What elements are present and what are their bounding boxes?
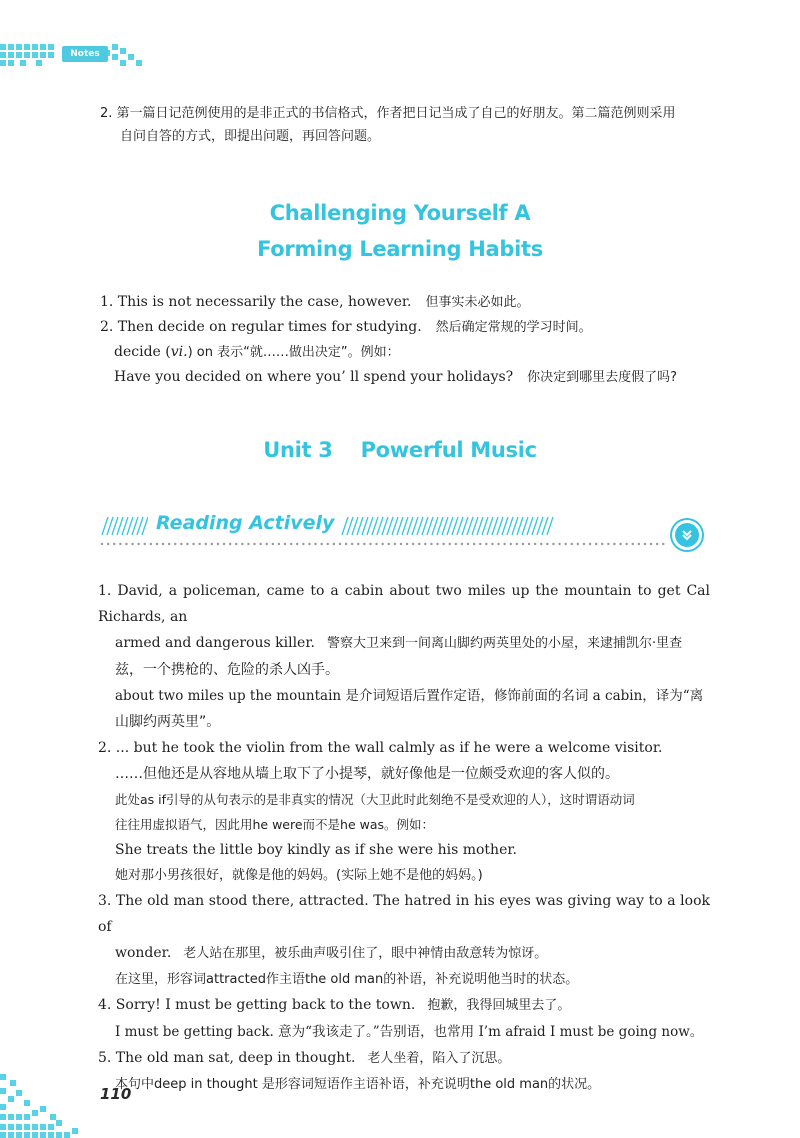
note-2-line-5: She treats the little boy kindly as if she were his mother. (115, 842, 517, 858)
reading-actively-bar (100, 510, 700, 558)
reading-notes (98, 578, 710, 1097)
note-1-line-2-zh: 警察大卫来到一间离山脚约两英里处的小屋，来逮捕凯尔·里查 (326, 636, 683, 651)
challenge-example-zh: 你决定到哪里去度假了吗? (527, 370, 678, 385)
note-4-line-2: I must be getting back. 意为“我该走了。”告别语，也常用 I’m afraid I must be going now。 (115, 1024, 704, 1040)
challenge-note-vi: vi. (170, 344, 188, 360)
page-number: 110 (100, 1085, 132, 1103)
note-3-line-1: 3. The old man stood there, attracted. The hatred in his eyes was giving way to a look of (98, 893, 710, 935)
chevron-down-icon (680, 528, 694, 542)
challenge-title-line-2: Forming Learning Habits (257, 237, 543, 261)
expand-chevron-button[interactable] (672, 520, 702, 550)
reading-actively-title: Reading Actively (156, 512, 335, 534)
note-2-line-4: 往往用虚拟语气，因此用he were而不是he was。例如： (115, 817, 435, 832)
note-1-line-5: 山脚约两英里”。 (115, 714, 221, 730)
intro-paragraph (100, 102, 720, 144)
note-1-line-2-en: armed and dangerous killer. (115, 635, 315, 651)
challenge-item-2 (100, 315, 720, 340)
note-5-line-1-zh: 老人坐着，陷入了沉思。 (367, 1051, 511, 1066)
hatch-decoration-right (340, 516, 560, 536)
intro-line-1: 2. 第一篇日记范例使用的是非正式的书信格式，作者把日记当成了自己的好朋友。第二篇范例则采用 (100, 106, 676, 121)
note-1-line-3: 兹，一个携枪的、危险的杀人凶手。 (115, 662, 339, 678)
note-4-line-1-zh: 抱歉，我得回城里去了。 (427, 998, 571, 1013)
challenge-example (100, 365, 720, 390)
notes-tag: Notes (62, 46, 108, 62)
note-5-line-1 (98, 1045, 710, 1072)
dotted-divider (100, 542, 668, 546)
note-4-line-1-en: 4. Sorry! I must be getting back to the town. (98, 997, 416, 1013)
note-1-line-2 (98, 630, 710, 657)
note-3-line-2 (98, 940, 710, 967)
challenge-note-suffix: ) on 表示“就……做出决定”。例如： (187, 345, 400, 360)
note-1-line-4: about two miles up the mountain 是介词短语后置作定语，修饰前面的名词 a cabin，译为“离 (115, 688, 704, 704)
challenge-item-1-zh: 但事实未必如此。 (425, 295, 530, 310)
challenge-title-line-1: Challenging Yourself A (269, 201, 531, 225)
note-2-line-1: 2. ... but he took the violin from the wall calmly as if he were a welcome visitor. (98, 740, 663, 756)
challenge-example-en: Have you decided on where you’ ll spend your holidays? (114, 369, 514, 385)
note-3-line-2-en: wonder. (115, 945, 172, 961)
challenge-item-2-en: 2. Then decide on regular times for studying. (100, 319, 422, 335)
challenge-note (100, 340, 720, 365)
challenge-notes (100, 290, 720, 390)
unit-title: Unit 3 Powerful Music (263, 438, 537, 462)
footer-pixel-decoration (0, 1070, 110, 1138)
note-5-line-2: 本句中deep in thought 是形容词短语作主语补语，补充说明the old man的状况。 (115, 1077, 601, 1092)
challenge-note-prefix: decide ( (114, 344, 171, 360)
note-4-line-1 (98, 992, 710, 1019)
note-5-line-1-en: 5. The old man sat, deep in thought. (98, 1050, 356, 1066)
note-2-line-3: 此处as if引导的从句表示的是非真实的情况（大卫此时此刻绝不是受欢迎的人），这时谓语动词 (115, 792, 635, 807)
challenge-item-1-en: 1. This is not necessarily the case, however. (100, 294, 412, 310)
intro-line-2: 自问自答的方式，即提出问题，再回答问题。 (120, 129, 381, 144)
note-3-line-2-zh: 老人站在那里，被乐曲声吸引住了，眼中神情由敌意转为惊讶。 (183, 946, 548, 961)
challenge-item-2-zh: 然后确定常规的学习时间。 (435, 320, 592, 335)
note-2-line-6: 她对那小男孩很好，就像是他的妈妈。(实际上她不是他的妈妈。) (115, 868, 483, 883)
hatch-decoration-left (100, 516, 148, 536)
note-2-line-2: ……但他还是从容地从墙上取下了小提琴，就好像他是一位颇受欢迎的客人似的。 (115, 766, 619, 782)
note-1-line-1: 1. David, a policeman, came to a cabin about two miles up the mountain to get Cal Richards, an (98, 583, 710, 625)
note-3-line-3: 在这里，形容词attracted作主语the old man的补语，补充说明他当时的状态。 (115, 972, 579, 987)
challenge-item-1 (100, 290, 720, 315)
challenge-section-title (0, 195, 800, 267)
